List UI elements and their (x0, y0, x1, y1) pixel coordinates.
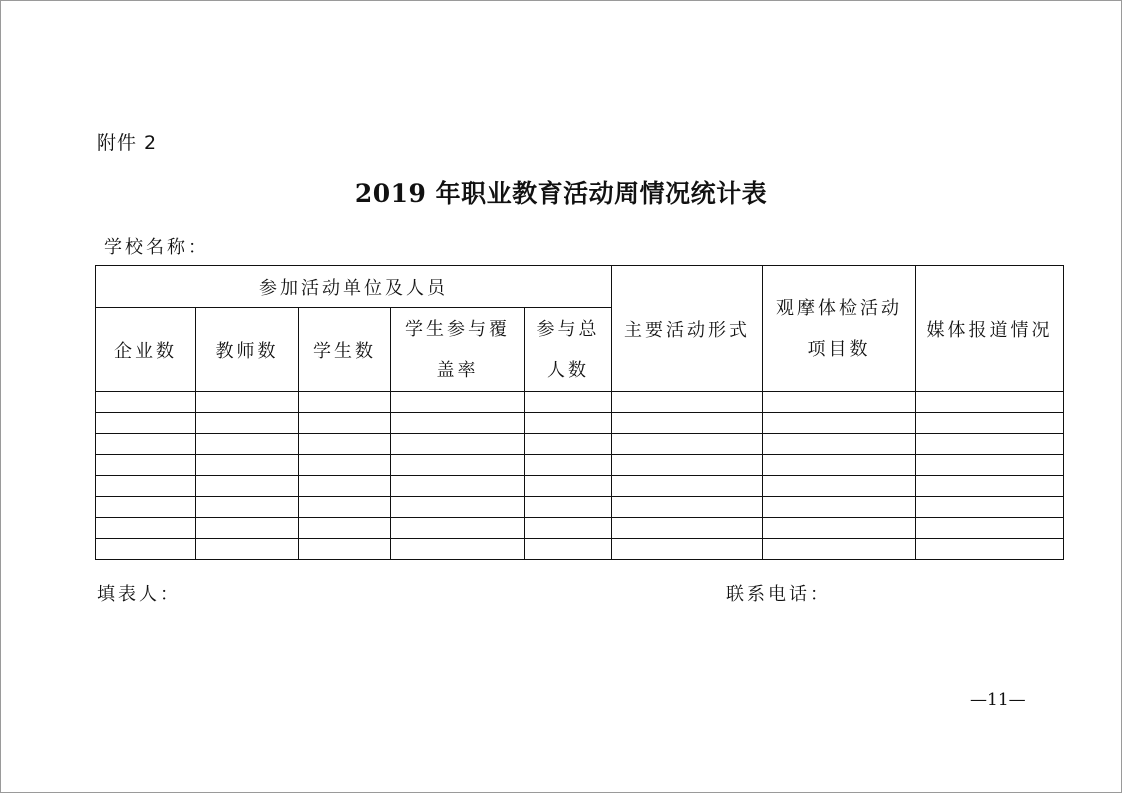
table-cell[interactable] (196, 413, 299, 434)
table-cell[interactable] (916, 539, 1064, 560)
table-cell[interactable] (525, 539, 612, 560)
table-row (96, 434, 1064, 455)
table-cell[interactable] (196, 539, 299, 560)
table-cell[interactable] (196, 455, 299, 476)
table-body (96, 392, 1064, 560)
header-enterprises: 企业数 (96, 308, 196, 392)
table-cell[interactable] (96, 518, 196, 539)
table-row (96, 497, 1064, 518)
table-cell[interactable] (763, 476, 916, 497)
table-cell[interactable] (196, 392, 299, 413)
table-cell[interactable] (391, 476, 525, 497)
table-cell[interactable] (916, 392, 1064, 413)
table-cell[interactable] (96, 539, 196, 560)
table-cell[interactable] (612, 518, 763, 539)
table-cell[interactable] (391, 539, 525, 560)
header-media-coverage: 媒体报道情况 (916, 266, 1064, 392)
table-cell[interactable] (612, 413, 763, 434)
table-cell[interactable] (96, 413, 196, 434)
table-cell[interactable] (391, 413, 525, 434)
statistics-table (95, 265, 1064, 560)
table-cell[interactable] (763, 455, 916, 476)
table-cell[interactable] (196, 497, 299, 518)
table-cell[interactable] (916, 518, 1064, 539)
table-cell[interactable] (763, 434, 916, 455)
table-cell[interactable] (96, 497, 196, 518)
attachment-label: 附件 2 (97, 132, 158, 154)
header-visit-projects-line2: 项目数 (807, 338, 871, 360)
table-cell[interactable] (299, 392, 391, 413)
header-total-participants (525, 308, 612, 392)
table-cell[interactable] (916, 455, 1064, 476)
table-cell[interactable] (391, 497, 525, 518)
header-student-coverage-line1: 学生参与覆 (405, 318, 510, 340)
table-row (96, 455, 1064, 476)
table-cell[interactable] (612, 455, 763, 476)
table-cell[interactable] (196, 434, 299, 455)
table-cell[interactable] (525, 434, 612, 455)
table-cell[interactable] (612, 476, 763, 497)
table-cell[interactable] (763, 539, 916, 560)
table-cell[interactable] (96, 455, 196, 476)
table-cell[interactable] (299, 413, 391, 434)
phone-label: 联系电话： (726, 584, 831, 605)
table-cell[interactable] (916, 497, 1064, 518)
table-cell[interactable] (525, 476, 612, 497)
table-cell[interactable] (612, 434, 763, 455)
table-cell[interactable] (391, 434, 525, 455)
table-cell[interactable] (525, 497, 612, 518)
table-row (96, 413, 1064, 434)
table-cell[interactable] (299, 518, 391, 539)
table-cell[interactable] (196, 476, 299, 497)
header-main-forms: 主要活动形式 (612, 266, 763, 392)
header-teachers: 教师数 (196, 308, 299, 392)
table-cell[interactable] (96, 434, 196, 455)
page-number: —11— (970, 690, 1026, 710)
table-row (96, 539, 1064, 560)
table-cell[interactable] (763, 413, 916, 434)
table-cell[interactable] (96, 476, 196, 497)
table-cell[interactable] (299, 476, 391, 497)
header-total-participants-line1: 参与总 (536, 318, 600, 340)
table-cell[interactable] (391, 518, 525, 539)
school-name-label: 学校名称： (104, 237, 209, 258)
table-cell[interactable] (299, 539, 391, 560)
table-row (96, 476, 1064, 497)
header-participants-group: 参加活动单位及人员 (96, 266, 612, 308)
table-row (96, 392, 1064, 413)
table-cell[interactable] (525, 455, 612, 476)
table-cell[interactable] (299, 434, 391, 455)
table-cell[interactable] (763, 497, 916, 518)
table-cell[interactable] (525, 518, 612, 539)
table-cell[interactable] (916, 434, 1064, 455)
header-visit-projects (763, 266, 916, 392)
table-cell[interactable] (612, 539, 763, 560)
table-cell[interactable] (391, 392, 525, 413)
table-cell[interactable] (525, 392, 612, 413)
table-cell[interactable] (763, 518, 916, 539)
table-cell[interactable] (763, 392, 916, 413)
table-cell[interactable] (612, 392, 763, 413)
table-cell[interactable] (612, 497, 763, 518)
header-students: 学生数 (299, 308, 391, 392)
header-visit-projects-line1: 观摩体检活动 (776, 297, 902, 319)
document-title: 2019 年职业教育活动周情况统计表 (354, 179, 768, 208)
table-cell[interactable] (391, 455, 525, 476)
table-cell[interactable] (299, 455, 391, 476)
table-cell[interactable] (916, 476, 1064, 497)
table-cell[interactable] (196, 518, 299, 539)
header-total-participants-line2: 人数 (547, 359, 589, 381)
filler-label: 填表人： (97, 584, 181, 605)
table-cell[interactable] (299, 497, 391, 518)
header-student-coverage (391, 308, 525, 392)
header-student-coverage-line2: 盖率 (436, 359, 479, 381)
table-cell[interactable] (96, 392, 196, 413)
table-cell[interactable] (525, 413, 612, 434)
table-row (96, 518, 1064, 539)
table-cell[interactable] (916, 413, 1064, 434)
